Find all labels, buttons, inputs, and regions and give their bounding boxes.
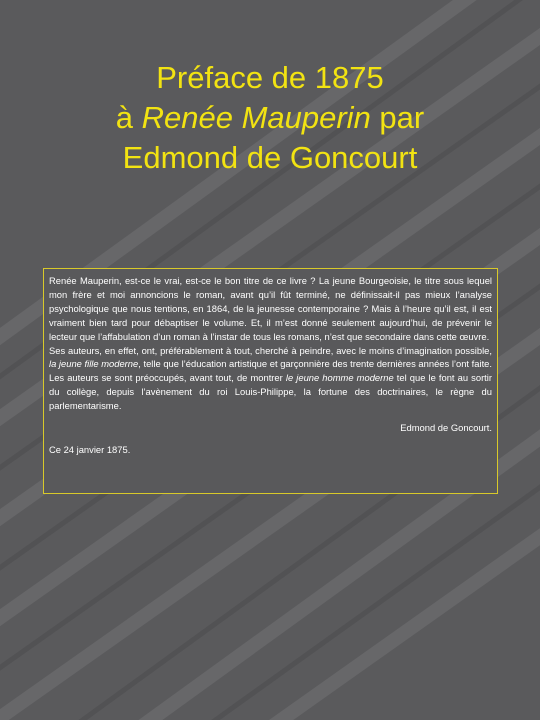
- title-line-2: [20, 98, 520, 138]
- preface-text-box: [43, 268, 498, 494]
- paragraph-2-part-2: , telle que l’éducation artistique et garçonnière des trente dernières années l’ont faite. Les auteurs se sont préoccupés, avant tout, de montrer: [49, 358, 492, 384]
- paragraph-2-italic-1: la jeune fille moderne: [49, 358, 139, 370]
- title-line-2-suffix: par: [370, 100, 425, 135]
- paragraph-2-part-1: Ses auteurs, en effet, ont, préférablement à tout, cherché à peindre, avec le moins d’imagination possible,: [49, 344, 492, 356]
- author-signature: Edmond de Goncourt.: [400, 422, 492, 434]
- preface-date: Ce 24 janvier 1875.: [49, 443, 131, 455]
- paragraph-2-italic-2: le jeune homme moderne: [285, 372, 394, 384]
- title-book-name: Renée Mauperin: [141, 100, 371, 135]
- slide-title: [20, 58, 520, 178]
- title-line-2-prefix: à: [115, 100, 142, 135]
- title-line-1: Préface de 1875: [156, 60, 384, 95]
- preface-paragraph-2: [49, 344, 492, 414]
- title-line-3: Edmond de Goncourt: [122, 140, 418, 175]
- paragraph-2-part-3: tel que le font au sortir du collège, depuis l’avènement du roi Louis-Philippe, la fortune des doctrinaires, le règne du parlementarisme.: [49, 372, 492, 412]
- preface-paragraph-1: Renée Mauperin, est-ce le vrai, est-ce le bon titre de ce livre ? La jeune Bourgeoisie, le titre sous lequel mon frère et moi annoncions le roman, avant qu’il fût terminé, ne définissait-il pas mieux l’analyse psychologique que nous tentions, en 1864, de la jeunesse contemporaine ? Mais à l’heure qu’il est, il est vraiment bien tard pour débaptiser le volume. Et, il m’est donné seulement aujourd’hui, de prévenir le lecteur que l’affabulation d’un roman à l’instar de tous les romans, n’est que secondaire dans cette œuvre.: [49, 275, 492, 342]
